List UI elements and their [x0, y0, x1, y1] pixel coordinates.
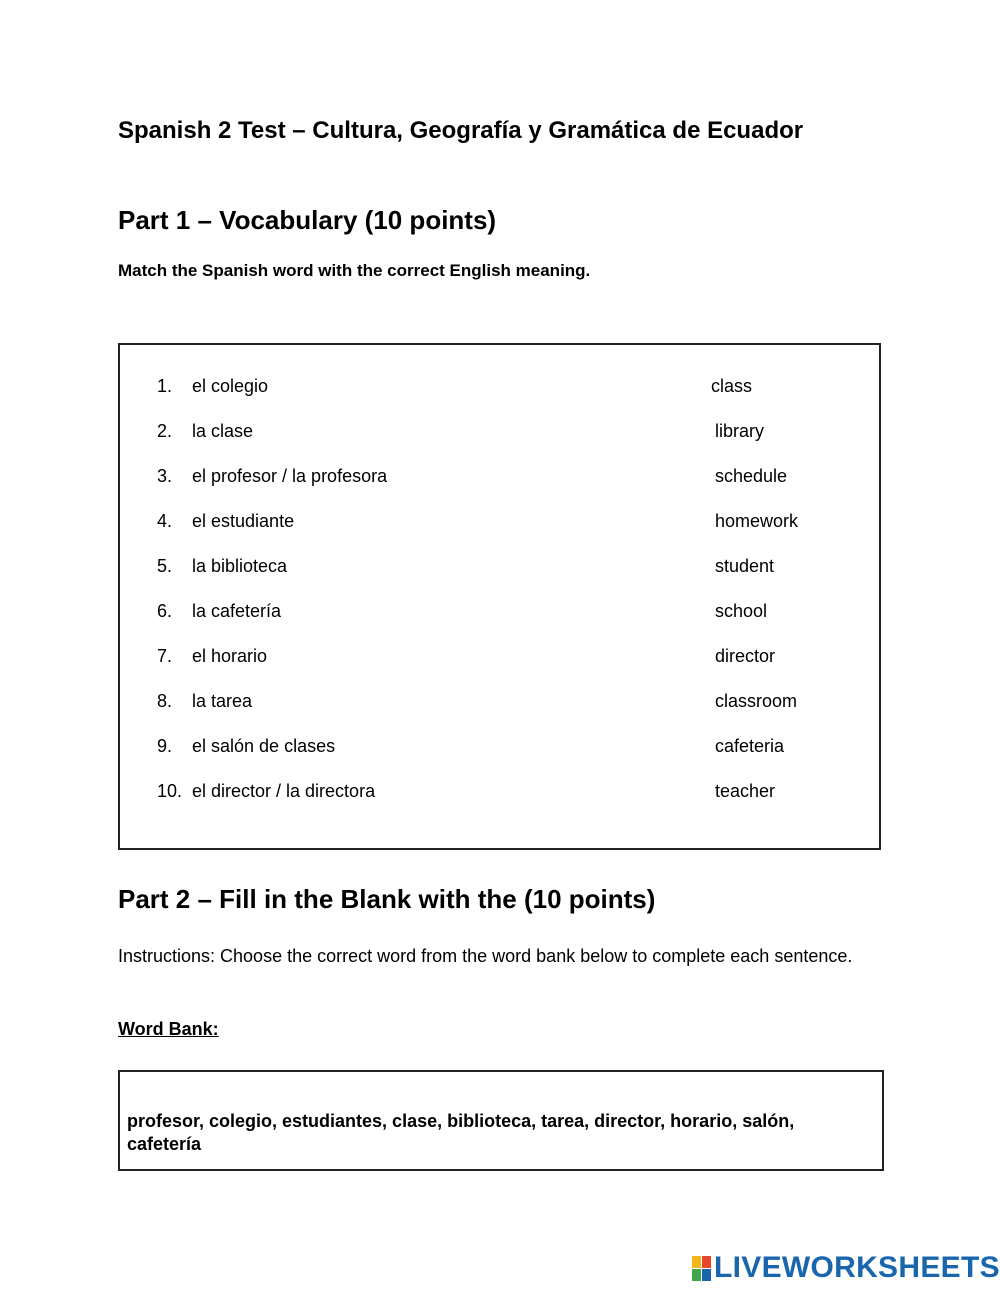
- part2-heading: Part 2 – Fill in the Blank with the (10 points): [118, 884, 656, 914]
- spanish-word: el profesor / la profesora: [192, 466, 388, 486]
- english-meaning: schedule: [715, 466, 788, 486]
- vocab-row: [120, 736, 879, 760]
- item-number: 4.: [157, 511, 173, 531]
- vocab-row: [120, 646, 879, 670]
- english-meaning: director: [715, 646, 776, 666]
- english-meaning: school: [715, 601, 768, 621]
- brand-name: LIVEWORKSHEETS: [714, 1251, 1000, 1284]
- spanish-word: el estudiante: [192, 511, 295, 531]
- part2-instructions: Instructions: Choose the correct word from the word bank below to complete each sentence.: [118, 946, 853, 966]
- item-number: 5.: [157, 556, 173, 576]
- vocab-row: [120, 421, 879, 445]
- vocab-row: [120, 691, 879, 715]
- item-number: 6.: [157, 601, 173, 621]
- part1-heading: Part 1 – Vocabulary (10 points): [118, 205, 497, 235]
- item-number: 3.: [157, 466, 173, 486]
- english-meaning: library: [715, 421, 765, 441]
- spanish-word: el colegio: [192, 376, 269, 396]
- spanish-word: la clase: [192, 421, 254, 441]
- spanish-word: la tarea: [192, 691, 253, 711]
- spanish-word: el salón de clases: [192, 736, 336, 756]
- english-meaning: homework: [715, 511, 799, 531]
- item-number: 8.: [157, 691, 173, 711]
- vocab-row: [120, 511, 879, 535]
- part1-instruction: Match the Spanish word with the correct English meaning.: [118, 261, 591, 280]
- item-number: 7.: [157, 646, 173, 666]
- vocab-row: [120, 556, 879, 580]
- english-meaning: student: [715, 556, 775, 576]
- english-meaning: teacher: [715, 781, 776, 801]
- spanish-word: la biblioteca: [192, 556, 288, 576]
- liveworksheets-brand[interactable]: [692, 1253, 1000, 1283]
- english-meaning: class: [711, 376, 753, 396]
- vocab-row: [120, 781, 879, 805]
- item-number: 10.: [157, 781, 183, 801]
- item-number: 1.: [157, 376, 173, 396]
- page-title: Spanish 2 Test – Cultura, Geografía y Gramática de Ecuador: [118, 117, 804, 144]
- item-number: 9.: [157, 736, 173, 756]
- word-bank-box: [118, 1070, 884, 1171]
- liveworksheets-logo-icon: [692, 1256, 711, 1281]
- english-meaning: cafeteria: [715, 736, 785, 756]
- item-number: 2.: [157, 421, 173, 441]
- spanish-word: el director / la directora: [192, 781, 376, 801]
- vocab-row: [120, 466, 879, 490]
- vocab-row: [120, 376, 879, 400]
- spanish-word: la cafetería: [192, 601, 282, 621]
- vocab-row: [120, 601, 879, 625]
- spanish-word: el horario: [192, 646, 268, 666]
- vocabulary-box: [118, 343, 881, 850]
- word-bank-list: profesor, colegio, estudiantes, clase, biblioteca, tarea, director, horario, salón, cafetería: [127, 1111, 795, 1154]
- english-meaning: classroom: [715, 691, 798, 711]
- word-bank-label: Word Bank:: [118, 1019, 219, 1039]
